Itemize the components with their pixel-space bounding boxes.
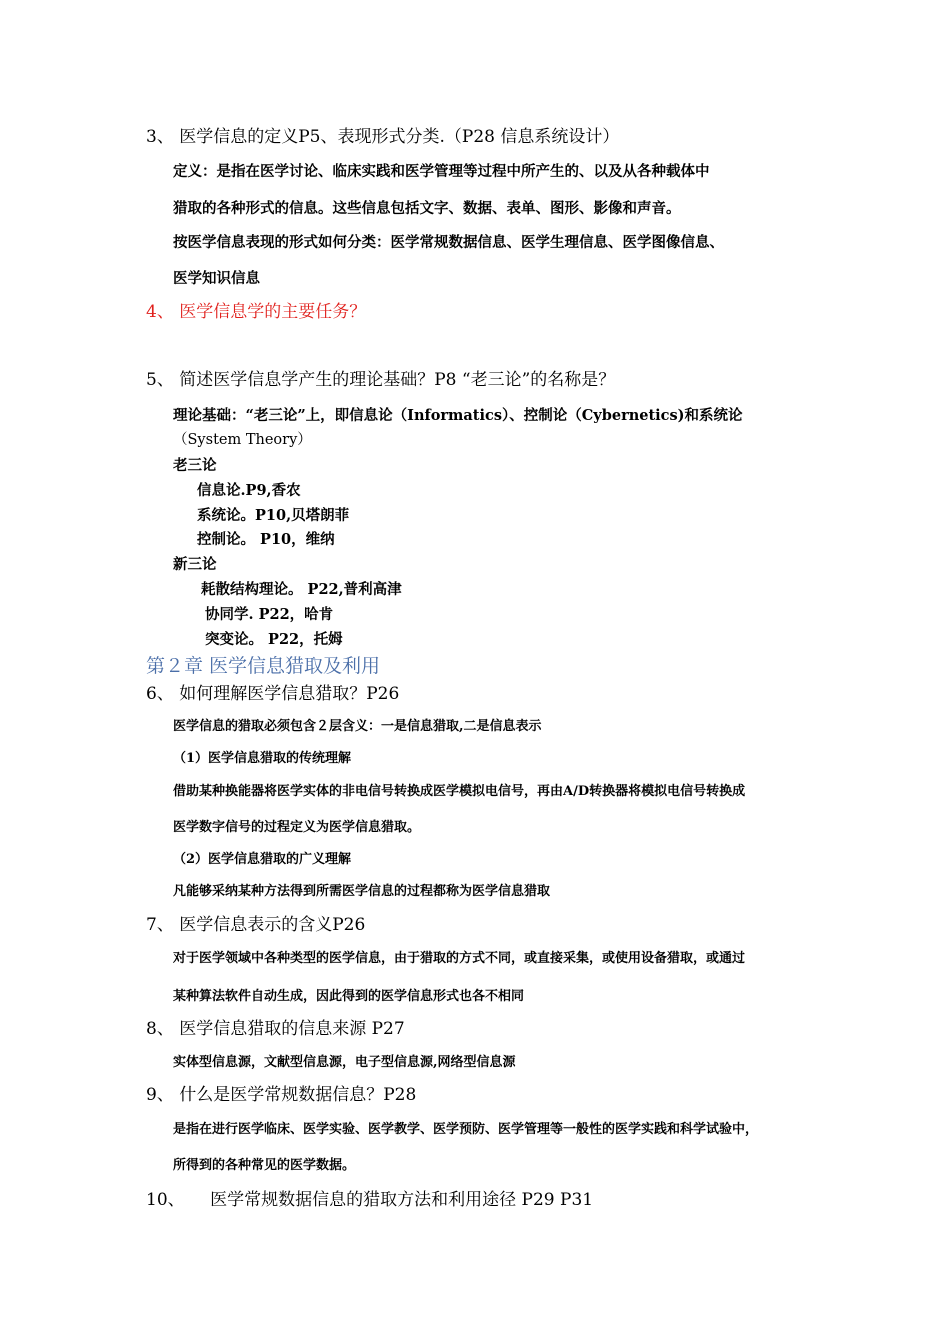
question-5-line: 协同学. P22，哈肯: [205, 606, 334, 623]
question-4-title: 4、 医学信息学的主要任务？: [146, 302, 367, 322]
question-3-title: 3、 医学信息的定义P5、表现形式分类.（P28 信息系统设计）: [146, 127, 620, 147]
question-10-title: 10、 医学常规数据信息的猎取方法和利用途径 P29 P31: [146, 1190, 594, 1210]
question-6-line: 凡能够采纳某种方法得到所需医学信息的过程都称为医学信息猎取: [173, 884, 551, 899]
question-5-line: 新三论: [173, 556, 217, 573]
question-6-line: 借助某种换能器将医学实体的非电信号转换成医学模拟电信号，再由A/D转换器将模拟电信号转换成: [173, 784, 746, 799]
question-6-line: （2）医学信息猎取的广义理解: [173, 852, 352, 867]
question-5-line: 老三论: [173, 457, 217, 474]
question-5-line: 系统论。P10,贝塔朗菲: [197, 507, 350, 524]
question-5-line: 理论基础：“老三论”上，即信息论（Informatics）、控制论（Cybernetics)和系统论: [173, 407, 743, 424]
question-9-line: 所得到的各种常见的医学数据。: [173, 1158, 356, 1173]
question-6-line: 医学数字信号的过程定义为医学信息猎取。: [173, 820, 421, 835]
question-5-title: 5、 简述医学信息学产生的理论基础？P8 “老三论”的名称是？: [146, 370, 616, 390]
question-5-line: 信息论.P9,香农: [197, 482, 301, 499]
question-9-line: 是指在进行医学临床、医学实验、医学教学、医学预防、医学管理等一般性的医学实践和科学试验中，: [173, 1122, 759, 1137]
question-9-title: 9、 什么是医学常规数据信息？P28: [146, 1085, 417, 1105]
question-7-title: 7、 医学信息表示的含义P26: [146, 915, 366, 935]
question-8-line: 实体型信息源，文献型信息源，电子型信息源,网络型信息源: [173, 1055, 516, 1070]
question-5-line: 突变论。 P22，托姆: [205, 631, 343, 648]
question-5-line: 控制论。 P10，维纳: [197, 531, 335, 548]
question-7-line: 某种算法软件自动生成，因此得到的医学信息形式也各不相同: [173, 989, 525, 1004]
question-6-title: 6、 如何理解医学信息猎取？P26: [146, 684, 400, 704]
chapter-2-heading: 第２章 医学信息猎取及利用: [146, 655, 381, 677]
question-3-line: 定义：是指在医学讨论、临床实践和医学管理等过程中所产生的、以及从各种载体中: [173, 163, 710, 180]
question-5-line: 耗散结构理论。 P22,普利高津: [201, 581, 402, 598]
question-3-line: 猎取的各种形式的信息。这些信息包括文字、数据、表单、图形、影像和声音。: [173, 200, 681, 217]
question-7-line: 对于医学领域中各种类型的医学信息，由于猎取的方式不同，或直接采集，或使用设备猎取，或通过: [173, 951, 746, 966]
question-6-line: 医学信息的猎取必须包含２层含义：一是信息猎取,二是信息表示: [173, 719, 542, 734]
question-3-line: 医学知识信息: [173, 270, 260, 287]
question-3-line: 按医学信息表现的形式如何分类：医学常规数据信息、医学生理信息、医学图像信息、: [173, 234, 724, 251]
question-6-line: （1）医学信息猎取的传统理解: [173, 751, 352, 766]
question-8-title: 8、 医学信息猎取的信息来源 P27: [146, 1019, 405, 1039]
question-5-line: （System Theory）: [173, 432, 312, 448]
